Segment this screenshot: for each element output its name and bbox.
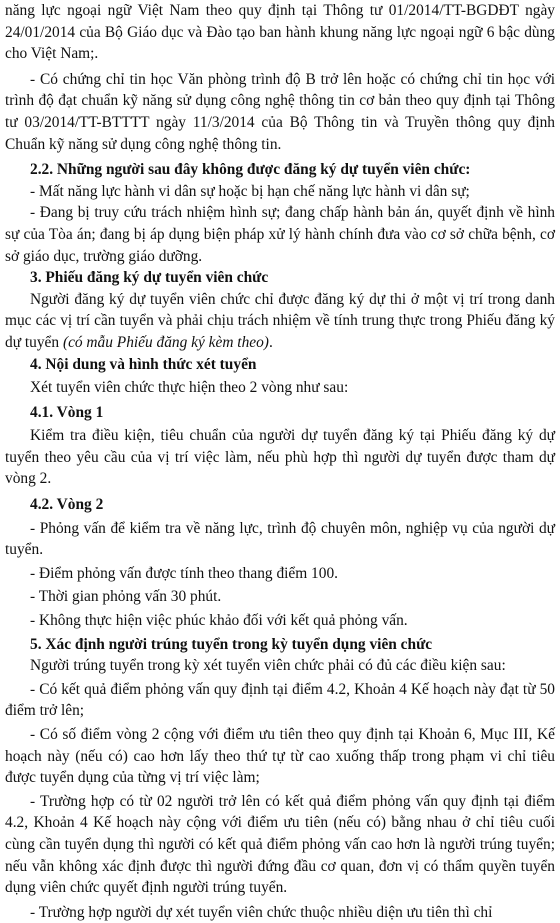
- paragraph-round-1: Kiểm tra điều kiện, tiêu chuẩn của người dự tuyển đăng ký tại Phiếu đăng ký dự tuyển theo yêu cầu của vị trí việc làm, nếu phù hợp thì người dự tuyển được tham dự vòng 2.: [5, 427, 555, 488]
- heading-5: 5. Xác định người trúng tuyển trong kỳ tuyển dụng viên chức: [30, 635, 433, 653]
- paragraph-it-certificate: - Có chứng chỉ tin học Văn phòng trình độ B trở lên hoặc có chứng chỉ tin học với trình độ đạt chuẩn kỹ năng sử dụng công nghệ thông tin cơ bản theo quy định tại Thông tư 03/2014/TT-BTTTT ngày 11/3/2014 của Bộ Thông tin và Truyền thông quy định Chuẩn kỹ năng sử dụng công nghệ thông tin.: [5, 70, 555, 153]
- heading-3: 3. Phiếu đăng ký dự tuyển viên chức: [30, 269, 269, 287]
- paragraph-ranking: - Có số điểm vòng 2 cộng với điểm ưu tiên theo quy định tại Khoản 6, Mục III, Kế hoạch này (nếu có) cao hơn lấy theo thứ tự từ cao xuống thấp trong phạm vi chỉ tiêu được tuyển dụng của từng vị trí việc làm;: [5, 726, 555, 787]
- paragraph-no-review: - Không thực hiện việc phúc khảo đối với kết quả phỏng vấn.: [30, 612, 408, 630]
- heading-4: 4. Nội dung và hình thức xét tuyển: [30, 355, 257, 373]
- paragraph-tie-break: - Trường hợp có từ 02 người trở lên có kết quả điểm phỏng vấn quy định tại điểm 4.2, Khoản 4 Kế hoạch này cộng với điểm ưu tiên (nếu có) bằng nhau ở chỉ tiêu cuối cùng cần tuyển dụng thì người có kết quả điểm phỏng vấn cao hơn là người trúng tuyển; nếu vẫn không xác định được thì người đứng đầu cơ quan, đơn vị có thẩm quyền tuyển dụng viên chức quyết định người trúng tuyển.: [5, 792, 555, 897]
- paragraph-criminal-liability: - Đang bị truy cứu trách nhiệm hình sự; đang chấp hành bản án, quyết định về hình sự của Tòa án; đang bị áp dụng biện pháp xử lý hành chính đưa vào cơ sở chữa bệnh, cơ sở giáo dục, trường giáo dưỡng.: [5, 204, 555, 265]
- paragraph-conditions: Người trúng tuyển trong kỳ xét tuyển viên chức phải có đủ các điều kiện sau:: [30, 657, 506, 675]
- paragraph-interview: - Phỏng vấn để kiểm tra về năng lực, trình độ chuyên môn, nghiệp vụ của người dự tuyển.: [5, 519, 555, 559]
- paragraph-civil-capacity: - Mất năng lực hành vi dân sự hoặc bị hạn chế năng lực hành vi dân sự;: [30, 182, 470, 200]
- paragraph-min-score: - Có kết quả điểm phỏng vấn quy định tại điểm 4.2, Khoản 4 Kế hoạch này đạt từ 50 điểm trở lên;: [5, 680, 555, 720]
- registration-form-note: (có mẫu Phiếu đăng ký kèm theo): [62, 333, 269, 351]
- paragraph-two-rounds: Xét tuyển viên chức thực hiện theo 2 vòng như sau:: [30, 379, 349, 397]
- paragraph-score-scale: - Điểm phỏng vấn được tính theo thang điểm 100.: [30, 564, 338, 582]
- paragraph-registration-form: Người đăng ký dự tuyển viên chức chỉ được đăng ký dự thi ở một vị trí trong danh mục các vị trí cần tuyển và phải chịu trách nhiệm về tính trung thực trong Phiếu đăng ký dự tuyển (có mẫu Phiếu đăng ký kèm theo).: [5, 290, 555, 351]
- paragraph-foreign-language: năng lực ngoại ngữ Việt Nam theo quy định tại Thông tư 01/2014/TT-BGDĐT ngày 24/01/2014 của Bộ Giáo dục và Đào tạo ban hành khung năng lực ngoại ngữ 6 bậc dùng cho Việt Nam;.: [5, 2, 555, 63]
- heading-4-2: 4.2. Vòng 2: [30, 496, 104, 514]
- heading-2-2: 2.2. Những người sau đây không được đăng ký dự tuyển viên chức:: [30, 161, 471, 179]
- paragraph-interview-time: - Thời gian phỏng vấn 30 phút.: [30, 588, 222, 606]
- paragraph-priority: - Trường hợp người dự xét tuyển viên chức thuộc nhiều diện ưu tiên thì chỉ: [30, 903, 493, 921]
- heading-4-1: 4.1. Vòng 1: [30, 403, 104, 421]
